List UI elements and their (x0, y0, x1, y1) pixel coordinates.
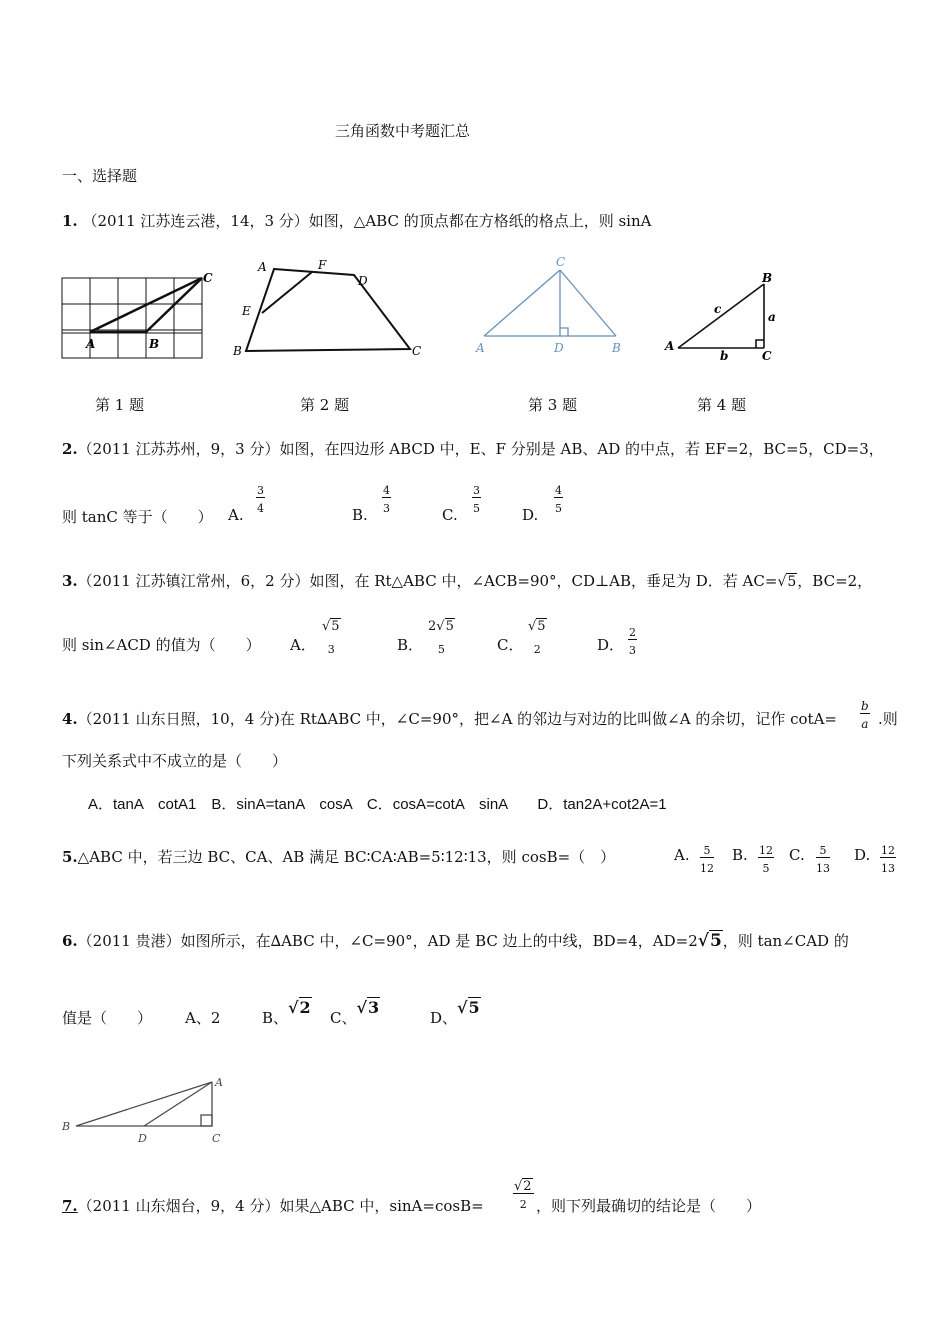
question-5 (62, 846, 615, 867)
option-d-fraction: $\frac{2}{3}$ (629, 626, 636, 657)
figure-5-triangle (58, 1072, 233, 1147)
option-d-fraction: $\frac{12}{13}$ (881, 844, 895, 875)
question-6: 6.（2011 贵港）如图所示，在∆ABC 中，∠C=90°，AD 是 BC 边上的中线，BD=4，AD=2√5，则 tan∠CAD 的 (62, 931, 849, 951)
question-2-line-2: 则 tanC 等于（ ） (62, 508, 213, 526)
question-1 (62, 210, 651, 231)
option-b-fraction: $\frac{4}{3}$ (383, 484, 390, 515)
label-A: A (476, 341, 485, 355)
label-F: F (318, 258, 327, 272)
label-c: c (714, 302, 722, 316)
caption-figure-4: 第 4 题 (697, 396, 747, 414)
question-number: 4. (62, 710, 78, 728)
caption-figure-3: 第 3 题 (528, 396, 578, 414)
sqrt2-over-2: √2 2 (514, 1179, 532, 1211)
option-c-label: C. (442, 506, 458, 524)
label-A: A (215, 1076, 223, 1089)
question-6-line-2: 值是（ ） (62, 1009, 153, 1027)
question-number: 1. (62, 212, 78, 230)
sqrt-5: √5 (697, 931, 722, 951)
label-D: D (554, 341, 564, 355)
question-4-options: A．tanA cotA1 B．sinA=tanA cosA C．cosA=cotA sinA D．tan2A+cot2A=1 (88, 796, 667, 813)
figure-1-grid (60, 268, 220, 364)
option-c-label: C． (497, 636, 524, 654)
option-a-label: A． (290, 636, 316, 654)
option-c: C、√3 (330, 998, 380, 1027)
cot-fraction: $\frac{b}{a}$ (861, 699, 869, 731)
label-B: B (149, 337, 160, 351)
figure-4-triangle (660, 268, 785, 364)
label-D: D (358, 274, 368, 288)
label-C: C (203, 271, 213, 285)
question-text: （2011 山东烟台，9，4 分）如果△ABC 中，sinA=cosB= (77, 1197, 484, 1215)
label-B: B (233, 344, 242, 358)
sqrt-5: √5 (777, 574, 797, 590)
label-E: E (242, 304, 251, 318)
option-b-fraction: 2√5 5 (428, 619, 454, 656)
option-d-label: D. (522, 506, 539, 524)
question-number: 3. (62, 572, 78, 590)
question-number: 6. (62, 932, 78, 950)
question-number: 5. (62, 848, 78, 866)
option-a-fraction: √5 3 (322, 619, 340, 656)
question-number: 2. (62, 440, 78, 458)
question-4-tail: .则 (878, 710, 898, 728)
option-b: B、√2 (262, 998, 311, 1027)
question-number: 7. (62, 1197, 78, 1215)
figure-3-triangle (470, 252, 635, 360)
question-text: △ABC 中，若三边 BC、CA、AB 满足 BC∶CA∶AB=5∶12∶13，则 cosB=（ ） (77, 848, 616, 866)
label-B: B (62, 1120, 71, 1133)
label-B: B (762, 271, 773, 285)
question-text: （2011 江苏连云港，14，3 分）如图，△ABC 的顶点都在方格纸的格点上，则 sinA (82, 212, 652, 230)
question-3: 3.（2011 江苏镇江常州，6，2 分）如图，在 Rt△ABC 中，∠ACB=90°，CD⊥AB，垂足为 D．若 AC=√5，BC=2， (62, 572, 873, 590)
question-text: （2011 江苏镇江常州，6，2 分）如图，在 Rt△ABC 中，∠ACB=90°，CD⊥AB，垂足为 D．若 AC= (77, 572, 778, 590)
option-c-fraction: $\frac{3}{5}$ (473, 484, 480, 515)
option-c-label: C. (789, 846, 805, 864)
option-a-fraction: $\frac{5}{12}$ (700, 844, 714, 875)
question-text: （2011 江苏苏州，9，3 分）如图，在四边形 ABCD 中，E、F 分别是 AB、AD 的中点，若 EF=2，BC=5，CD=3， (77, 440, 884, 458)
option-b-label: B． (397, 636, 424, 654)
option-a: A、2 (185, 1009, 221, 1027)
label-C: C (212, 1132, 221, 1145)
label-A: A (86, 337, 96, 351)
option-a-label: A. (674, 846, 690, 864)
question-4 (62, 708, 837, 729)
caption-figure-2: 第 2 题 (300, 396, 350, 414)
label-A: A (665, 339, 675, 353)
label-b: b (720, 349, 729, 363)
option-c-fraction: √5 2 (528, 619, 546, 656)
question-4-line-2: 下列关系式中不成立的是（ ） (62, 752, 288, 770)
label-C: C (412, 344, 422, 358)
option-a-label: A. (228, 506, 244, 524)
label-C: C (556, 255, 566, 269)
question-text: （2011 贵港）如图所示，在∆ABC 中，∠C=90°，AD 是 BC 边上的中线，BD=4，AD=2 (77, 932, 698, 950)
label-A: A (258, 260, 267, 274)
label-B: B (612, 341, 621, 355)
label-C: C (762, 349, 772, 363)
question-text: （2011 山东日照，10，4 分)在 Rt∆ABC 中，∠C=90°，把∠A 的邻边与对边的比叫做∠A 的余切，记作 cotA= (77, 710, 837, 728)
question-3-line-2: 则 sin∠ACD 的值为（ ） (62, 636, 261, 654)
option-b-label: B. (352, 506, 368, 524)
option-d-label: D. (854, 846, 871, 864)
option-d-label: D． (597, 636, 625, 654)
section-heading: 一、选择题 (62, 167, 138, 185)
question-7-tail: ，则下列最确切的结论是（ ） (536, 1197, 762, 1215)
question-2 (62, 438, 884, 459)
question-7 (62, 1195, 484, 1216)
option-a-fraction: $\frac{3}{4}$ (257, 484, 264, 515)
page-title: 三角函数中考题汇总 (335, 122, 471, 140)
option-c-fraction: $\frac{5}{13}$ (816, 844, 830, 875)
option-d-fraction: $\frac{4}{5}$ (555, 484, 562, 515)
label-D: D (138, 1132, 147, 1145)
caption-figure-1: 第 1 题 (95, 396, 145, 414)
option-b-label: B. (732, 846, 748, 864)
option-b-fraction: $\frac{12}{5}$ (759, 844, 773, 875)
option-d: D、√5 (430, 998, 480, 1027)
figure-2-quadrilateral (228, 255, 428, 360)
label-a: a (768, 310, 776, 324)
